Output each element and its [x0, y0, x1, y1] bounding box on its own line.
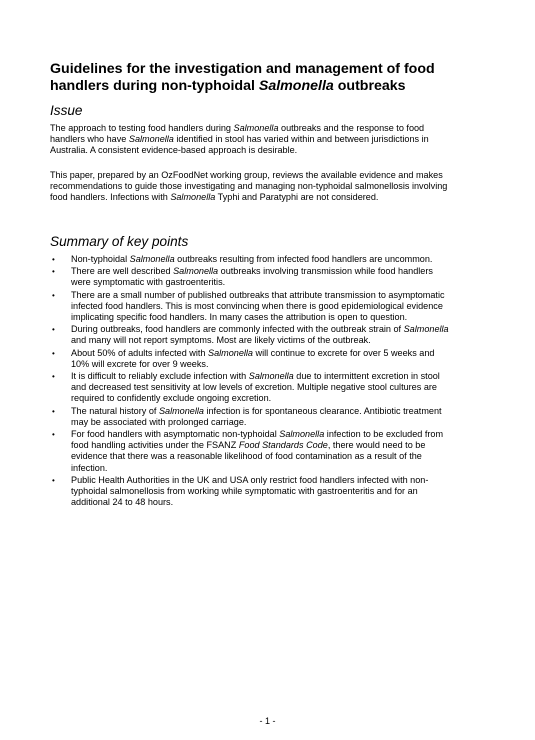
italic-term: Food Standards Code [238, 440, 328, 451]
key-point-item [50, 254, 490, 265]
text-line [71, 290, 490, 301]
text-line [71, 348, 490, 359]
key-point-item [50, 324, 490, 346]
text-run: required to confidently exclude ongoing excretion. [71, 393, 272, 404]
text-line [71, 475, 490, 486]
text-run: This paper, prepared by an OzFoodNet working group, reviews the available evidence and makes [50, 170, 443, 180]
bullet-icon: • [52, 372, 55, 382]
italic-term: Salmonella [128, 134, 174, 145]
italic-term: Salmonella [279, 429, 325, 440]
text-run: recommendations to guide those investigating and managing non-typhoidal salmonellosis involving [50, 181, 448, 192]
text-run: Typhi and Paratyphi are not considered. [215, 192, 379, 203]
text-line [71, 266, 490, 277]
key-points-list [50, 254, 490, 509]
text-run: outbreaks resulting from infected food handlers are uncommon. [174, 254, 433, 264]
text-run: food handling activities under the FSANZ [71, 440, 239, 451]
text-run: infection is for spontaneous clearance. Antibiotic treatment [203, 405, 442, 416]
page-number: - 1 - [259, 716, 276, 726]
italic-term: Salmonella [233, 123, 279, 133]
text-line [71, 451, 490, 462]
text-run: due to intermittent excretion in stool [293, 371, 440, 382]
text-run: handlers who have [50, 134, 129, 145]
italic-term: Salmonella [170, 192, 216, 203]
text-run: and many will not report symptoms. Most are likely victims of the outbreak. [71, 335, 371, 346]
text-line [71, 393, 490, 404]
issue-paragraph-2 [50, 170, 490, 204]
text-run: About 50% of adults infected with [71, 347, 208, 358]
text-line [71, 254, 490, 265]
issue-paragraph-1 [50, 123, 490, 157]
text-run: Australia. A consistent evidence-based approach is desirable. [50, 145, 298, 156]
text-line [71, 406, 490, 417]
text-line [71, 359, 490, 370]
text-line [71, 463, 490, 474]
text-run: outbreaks involving transmission while food handlers [218, 266, 433, 277]
italic-term: Salmonella [208, 347, 253, 358]
text-run: 10% will excrete for over 9 weeks. [71, 358, 209, 369]
text-line [50, 170, 490, 181]
text-run: Public Health Authorities in the UK and USA only restrict food handlers infected with non- [71, 474, 429, 485]
title-line-1: Guidelines for the investigation and management of food [50, 61, 435, 77]
text-run: typhoidal salmonellosis from working while symptomatic with gastroenteritis and for an [71, 486, 418, 497]
text-line [71, 371, 490, 382]
text-line [71, 417, 490, 428]
key-point-item [50, 406, 490, 428]
text-run: There are well described [71, 266, 174, 277]
italic-term: Salmonella [403, 324, 449, 335]
text-run: may be associated with prolonged carriage. [71, 416, 247, 427]
text-line [71, 429, 490, 440]
title-italic-term: Salmonella [258, 78, 334, 94]
text-run: will continue to excrete for over 5 weeks and [253, 347, 435, 358]
text-line [71, 486, 490, 497]
text-run: Non-typhoidal [71, 254, 130, 264]
text-line [50, 123, 490, 134]
text-line [71, 301, 490, 312]
summary-heading: Summary of key points [50, 234, 189, 249]
bullet-icon: • [52, 406, 55, 416]
italic-term: Salmonella [248, 371, 294, 382]
text-run: outbreaks and the response to food [278, 123, 425, 133]
title-text: handlers during non-typhoidal [50, 78, 259, 94]
text-run: For food handlers with asymptomatic non-typhoidal [71, 429, 280, 440]
bullet-icon: • [52, 475, 55, 485]
text-line [71, 440, 490, 451]
text-run: additional 24 to 48 hours. [71, 497, 174, 508]
text-line [50, 145, 490, 156]
text-line [50, 181, 490, 192]
bullet-icon: • [52, 325, 55, 335]
text-run: infection to be excluded from [324, 429, 444, 440]
text-line [50, 192, 490, 203]
text-run: It is difficult to reliably exclude infection with [71, 371, 249, 382]
text-run: evidence that there was a reasonable likelihood of food contamination as a result of the [71, 451, 422, 462]
bullet-icon: • [52, 430, 55, 440]
text-run: identified in stool has varied within and between jurisdictions in [173, 134, 429, 145]
key-point-item [50, 348, 490, 370]
italic-term: Salmonella [173, 266, 219, 277]
text-run: implicating specific food handlers. In many cases the attribution is open to question. [71, 312, 408, 323]
key-point-item [50, 475, 490, 509]
text-line [71, 335, 490, 346]
text-line [71, 382, 490, 393]
title-line-2 [50, 78, 490, 95]
italic-term: Salmonella [158, 405, 204, 416]
text-line [71, 277, 490, 288]
text-line [50, 134, 490, 145]
text-run: and decreased test sensitivity at low levels of excretion. Multiple negative stool cultures are [71, 382, 437, 393]
bullet-icon: • [52, 267, 55, 277]
text-run: infection. [71, 462, 108, 473]
title-text: outbreaks [333, 78, 406, 94]
text-run: The approach to testing food handlers during [50, 123, 234, 133]
document-title [50, 61, 490, 95]
italic-term: Salmonella [129, 254, 175, 264]
text-run: During outbreaks, food handlers are commonly infected with the outbreak strain of [71, 324, 404, 335]
text-run: There are a small number of published outbreaks that attribute transmission to asymptomatic [71, 289, 445, 300]
text-run: infected food handlers. This is most convincing when there is good epidemiological evidence [71, 300, 443, 311]
text-run: were symptomatic with gastroenteritis. [71, 277, 226, 288]
text-line [71, 312, 490, 323]
bullet-icon: • [52, 290, 55, 300]
key-point-item [50, 429, 490, 474]
text-line [71, 497, 490, 508]
key-point-item [50, 266, 490, 288]
text-run: food handlers. Infections with [50, 192, 171, 203]
text-line [71, 324, 490, 335]
key-point-item [50, 290, 490, 324]
text-run: The natural history of [71, 405, 159, 416]
text-run: , there would need to be [327, 440, 426, 451]
bullet-icon: • [52, 348, 55, 358]
bullet-icon: • [52, 255, 55, 264]
issue-heading: Issue [50, 103, 83, 118]
key-point-item [50, 371, 490, 405]
